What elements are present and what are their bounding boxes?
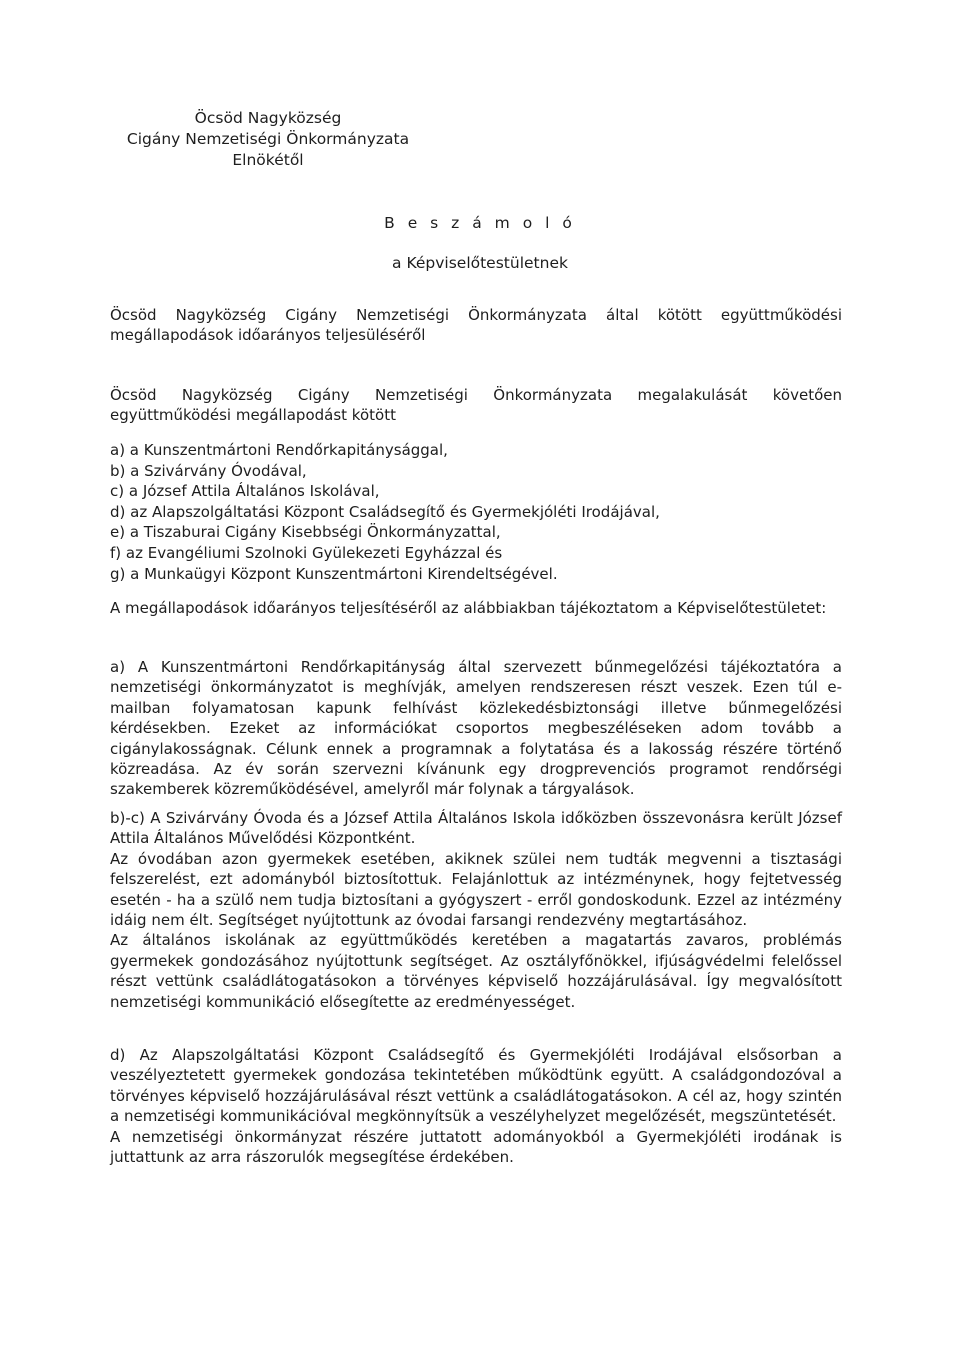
- section-bc-text: b)-c) A Szivárvány Óvoda és a József Attila Általános Iskola időközben összevonásra került József Attila Általános Művelődési Központként.: [110, 809, 842, 848]
- list-item: c) a József Attila Általános Iskolával,: [110, 482, 380, 501]
- sender-line: Cigány Nemzetiségi Önkormányzata: [126, 130, 410, 148]
- section-bc-text: Az általános iskolának az együttműködés keretében a magatartás zavaros, problémás gyermekek gondozásához nyújtottunk segítséget. Az osztályfőnökkel, ifjúságvédelmi felelőssel részt vettünk családlátogatásokon a törvényes képviselő hozzájárulásával. Így megvalósított nemzetiségi kommunikáció elősegítette az eredményességet.: [110, 931, 842, 1011]
- sender-block: [118, 108, 418, 171]
- list-item: f) az Evangéliumi Szolnoki Gyülekezeti Egyházzal és: [110, 543, 503, 562]
- section-bc-text: Az óvodában azon gyermekek esetében, akiknek szülei nem tudták megvenni a tisztasági felszerelést, ezt adományból biztosítottuk. Felajánlottuk az intézménynek, hogy fejtetvesség esetén - ha a szülő nem tudja biztosítani a gyógyszert - erről gondoskodunk. Ezzel az intézmény idáig nem élt. Segítséget nyújtottunk az óvodai farsangi rendezvény megtartásához.: [110, 849, 842, 930]
- list-item: a) a Kunszentmártoni Rendőrkapitánysággal,: [110, 441, 448, 459]
- info-text: A megállapodások időarányos teljesítéséről az alábbiakban tájékoztatom a Képviselőtestületet:: [110, 599, 827, 617]
- list-item: d) az Alapszolgáltatási Központ Családsegítő és Gyermekjóléti Irodájával,: [110, 502, 660, 521]
- list-item: b) a Szivárvány Óvodával,: [110, 461, 307, 480]
- document-title: B e s z á m o l ó: [384, 214, 576, 232]
- info-paragraph: [110, 598, 842, 618]
- sender-line: Elnökétől: [232, 151, 304, 169]
- section-a: [110, 657, 842, 800]
- intro-text: Öcsöd Nagyközség Cigány Nemzetiségi Önkormányzata által kötött együttműködési megállapodások időarányos teljesüléséről: [110, 306, 842, 345]
- title-block: [300, 212, 660, 274]
- intro-paragraph: [110, 305, 842, 346]
- sender-line: Öcsöd Nagyközség: [194, 109, 342, 127]
- list-item: e) a Tiszaburai Cigány Kisebbségi Önkormányzattal,: [110, 523, 501, 542]
- lead-text: Öcsöd Nagyközség Cigány Nemzetiségi Önkormányzata megalakulását követően együttműködési megállapodást kötött: [110, 386, 842, 425]
- list-item: g) a Munkaügyi Központ Kunszentmártoni Kirendeltségével.: [110, 564, 558, 583]
- section-d: [110, 1045, 842, 1167]
- document-subtitle: a Képviselőtestületnek: [392, 254, 568, 272]
- partner-list: [110, 440, 810, 584]
- section-d-text: A nemzetiségi önkormányzat részére juttatott adományokból a Gyermekjóléti irodának is juttattunk az arra rászorulók megsegítése érdekében.: [110, 1127, 842, 1167]
- lead-paragraph: [110, 385, 842, 426]
- section-d-text: d) Az Alapszolgáltatási Központ Családsegítő és Gyermekjóléti Irodájával elsősorban a veszélyeztetett gyermekek gondozása tekintetében működtünk együtt. A családgondozóval a törvényes képviselő hozzájárulásával részt vettünk a családlátogatásokon. A cél az, hogy szintén a nemzetiségi kommunikációval megkönnyítsük a veszélyhelyzet megelőzését, megszüntetését.: [110, 1046, 842, 1126]
- section-a-text: a) A Kunszentmártoni Rendőrkapitányság által szervezett bűnmegelőzési tájékoztatóra a nemzetiségi önkormányzatot is meghívják, amelyen rendszeresen részt veszek. Ezen túl e-mailban folyamatosan kapunk felhívást közlekedésbiztonsági illetve bűnmegelőzési kérdésekben. Ezeket az információkat csoportos megbeszéléseken adom tovább a cigánylakosságnak. Célunk ennek a programnak a folytatása és a lakosság részére történő közreadása. Az év során szervezni kívánunk egy drogprevenciós programot rendőrségi szakemberek közreműködésével, amelyről már folynak a tárgyalások.: [110, 658, 842, 799]
- section-bc: [110, 808, 842, 1012]
